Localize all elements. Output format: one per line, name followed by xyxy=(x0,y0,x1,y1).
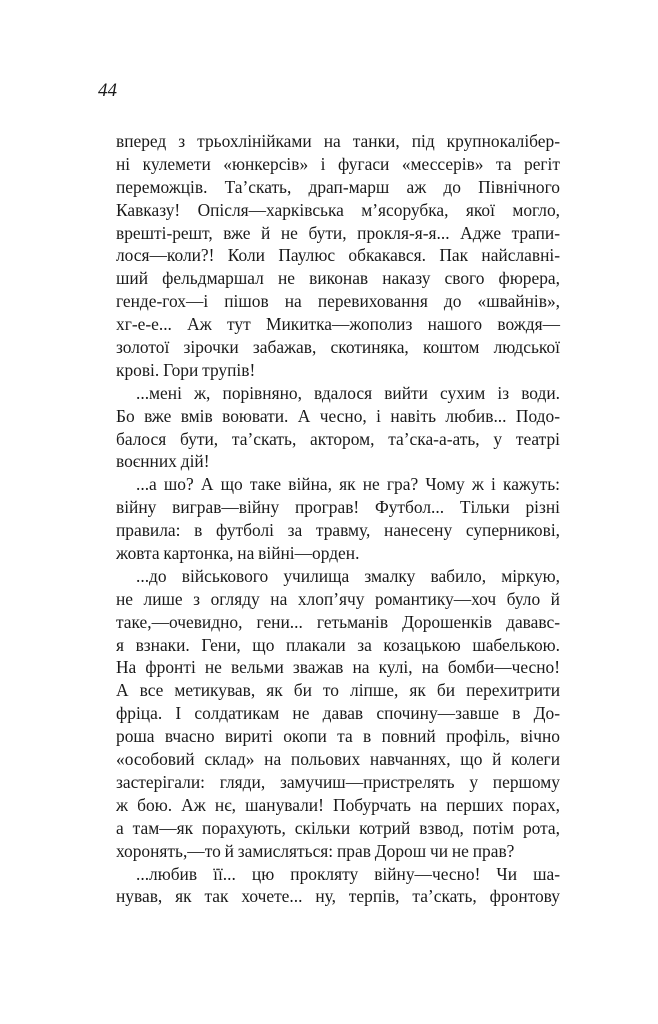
text-line: ж бою. Аж нє, шанували! Побурчать на перших порах, xyxy=(116,794,560,815)
text-line: не лише з огляду на хлоп’ячу романтику—хоч було й xyxy=(116,588,560,609)
page-number: 44 xyxy=(98,80,117,101)
text-line: застерігали: гляди, замучиш—пристрелять у першому xyxy=(116,771,560,792)
text-line: генде-гох—і пішов на перевиховання до «швайнів», xyxy=(116,291,560,312)
text-line: На фронті не вельми зважав на кулі, на бомби—чесно! xyxy=(116,657,560,678)
text-line: ший фельдмаршал не виконав наказу свого фюрера, xyxy=(116,268,560,289)
text-line: фріца. І солдатикам не давав спочину—завше в До- xyxy=(116,703,560,724)
text-line: війну виграв—війну програв! Футбол... Тільки різні xyxy=(116,497,560,518)
text-line: Кавказу! Опісля—харківська м’ясорубка, якої могло, xyxy=(116,199,560,220)
text-line: правила: в футболі за травму, нанесену суперникові, xyxy=(116,520,560,541)
text-line: врешті-решт, вже й не бути, прокля-я-я... Адже трапи- xyxy=(116,222,560,243)
text-line: жовта картонка, на війні—орден. xyxy=(116,543,360,564)
text-line: я взнаки. Гени, що плакали за козацькою шабелькою. xyxy=(116,634,560,655)
text-line: ...любив її... цю прокляту війну—чесно! Чи ша- xyxy=(136,863,560,884)
body-text xyxy=(116,130,560,908)
text-line: хг-е-е... Аж тут Микитка—жополиз нашого вождя— xyxy=(116,314,560,335)
text-line: воєнних дій! xyxy=(116,451,210,472)
text-line: нував, як так хочете... ну, терпів, та’скать, фронтову xyxy=(116,886,560,907)
text-line: переможців. Та’скать, драп-марш аж до Північного xyxy=(116,176,560,197)
text-line: «особовий склад» на польових навчаннях, що й колеги xyxy=(116,749,560,770)
text-line: ні кулемети «юнкерсів» і фугаси «мессерів» та регіт xyxy=(116,153,560,174)
text-line: ...мені ж, порівняно, вдалося вийти сухим із води. xyxy=(136,382,560,403)
text-line: ...а шо? А що таке війна, як не гра? Чому ж і кажуть: xyxy=(136,474,560,495)
text-line: балося бути, та’скать, актором, та’ска-а-ать, у театрі xyxy=(116,428,560,449)
text-line: хоронять,—то й замисляться: прав Дорош чи не прав? xyxy=(116,840,515,861)
text-line: роша вчасно вириті окопи та в повний профіль, вічно xyxy=(116,726,560,747)
text-line: вперед з трьохлінійками на танки, під крупнокалібер- xyxy=(116,131,560,151)
text-line: ...до військового училища змалку вабило, міркую, xyxy=(136,565,560,586)
text-line: лося—коли?! Коли Паулюс обкакався. Пак найславні- xyxy=(116,245,560,266)
text-line: а там—як порахують, скільки котрий взвод, потім рота, xyxy=(116,817,560,838)
text-line: золотої зірочки забажав, скотиняка, коштом людської xyxy=(116,337,560,358)
text-line: Бо вже вмів воювати. А чесно, і навіть любив... Подо- xyxy=(116,405,560,426)
text-line: крові. Гори трупів! xyxy=(116,359,256,380)
text-line: А все метикував, як би то ліпше, як би перехитрити xyxy=(116,680,560,701)
text-line: таке,—очевидно, гени... гетьманів Дорошенків дававс- xyxy=(116,611,560,632)
